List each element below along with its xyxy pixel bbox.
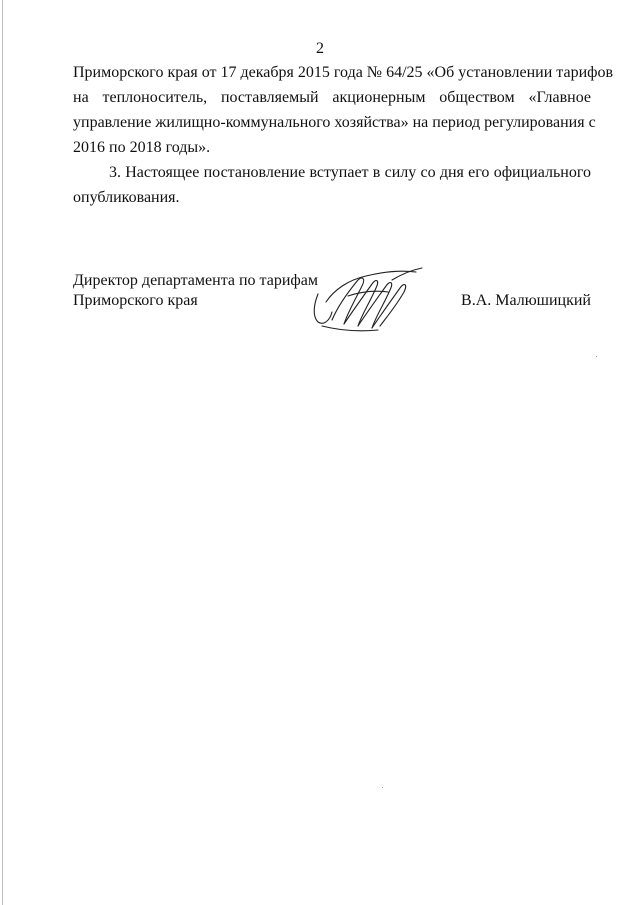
signatory-position (73, 271, 318, 311)
page-number: 2 (316, 40, 324, 57)
text-line: 3. Настоящее постановление вступает в силу со дня его официального (109, 164, 591, 181)
text-line: Приморского края от 17 декабря 2015 года № 64/25 «Об установлении тарифов (73, 64, 614, 81)
text-line: опубликования. (73, 189, 180, 206)
handwritten-signature (308, 262, 428, 340)
paragraph-effective-date (73, 160, 591, 210)
text-line: на теплоноситель, поставляемый акционерным обществом «Главное (73, 89, 591, 106)
signatory-position-line: Директор департамента по тарифам (73, 272, 318, 289)
signatory-position-line: Приморского края (73, 292, 198, 309)
scan-speck (596, 356, 597, 357)
scan-speck (382, 787, 383, 788)
paragraph-resolution-reference (73, 60, 614, 160)
text-line: 2016 по 2018 годы». (73, 139, 211, 156)
text-line: управление жилищно-коммунального хозяйства» на период регулирования с (73, 114, 596, 131)
signatory-name: В.А. Малюшицкий (461, 292, 591, 309)
scan-edge-line (2, 0, 3, 905)
